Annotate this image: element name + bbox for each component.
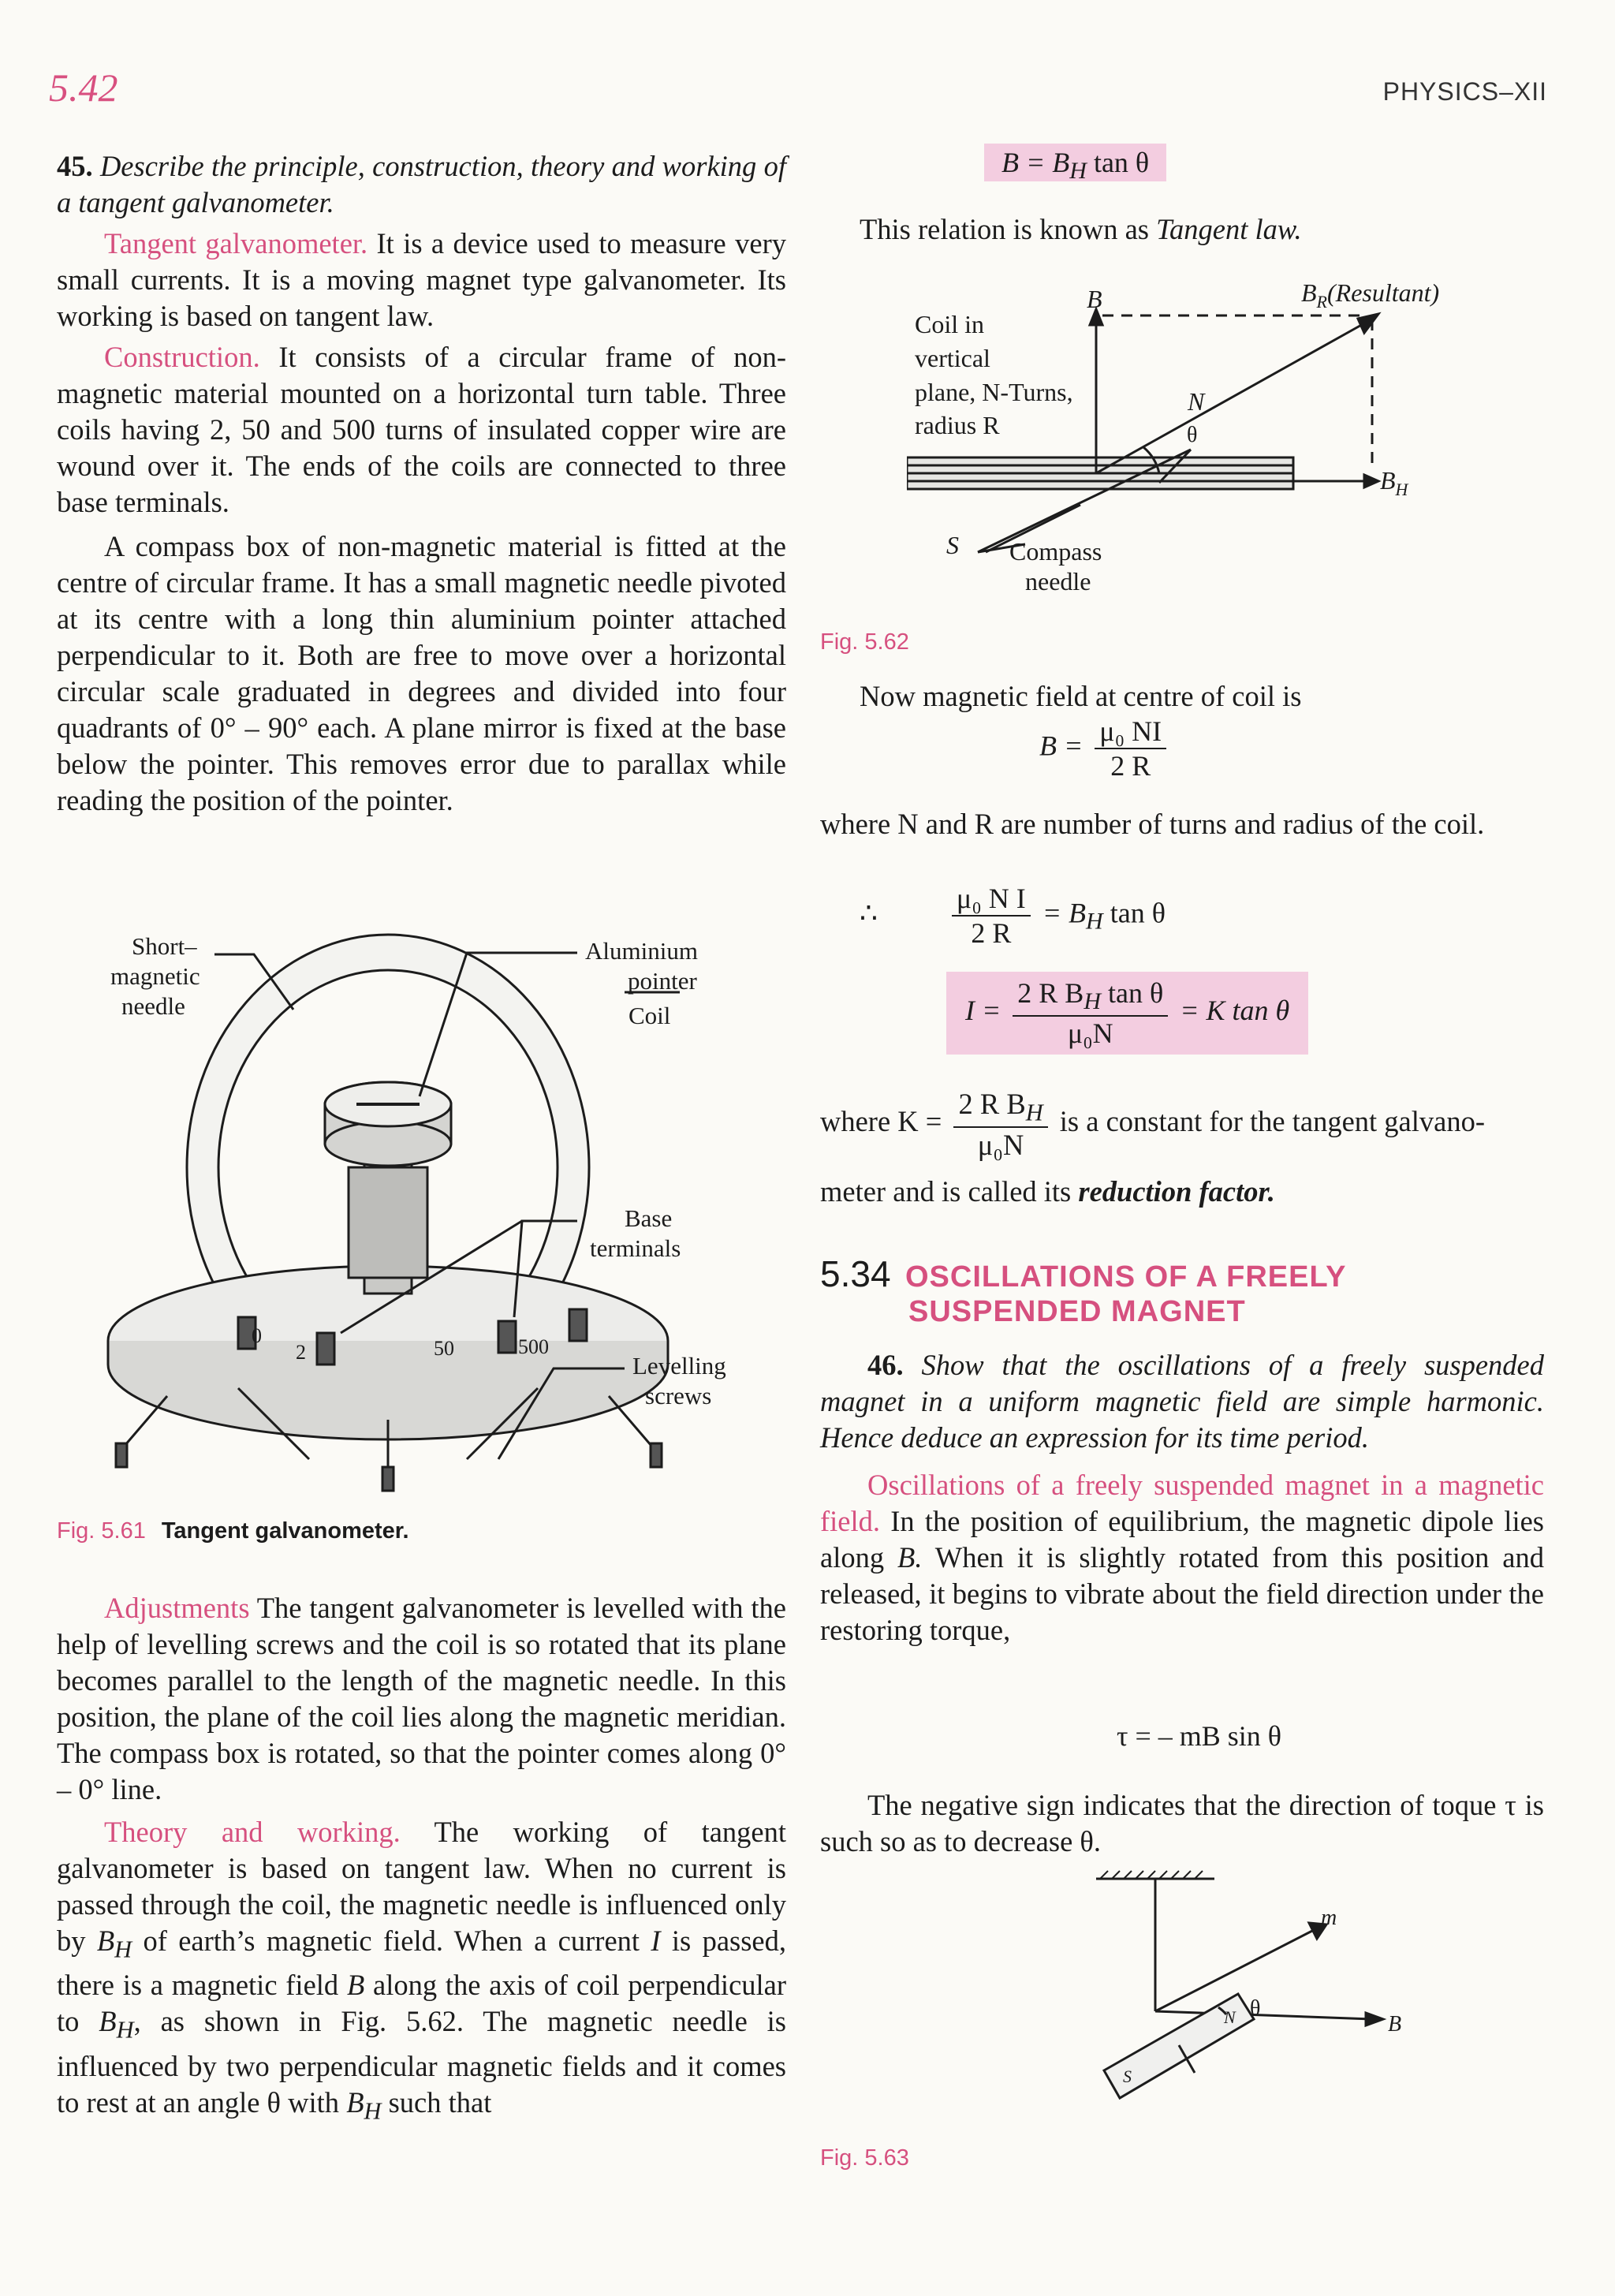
reduction-factor-line [820, 1087, 1544, 1162]
label-plane: plane, N-Turns, [915, 378, 1073, 406]
label-terminals: terminals [590, 1234, 681, 1262]
frac-den: 2 R [1110, 750, 1151, 782]
adjustments-paragraph [57, 1590, 786, 1808]
label-levelling: Levelling [632, 1352, 726, 1379]
paragraph-heading: Adjustments [104, 1592, 250, 1624]
question-number: 46. [867, 1349, 904, 1381]
section-title: SUSPENDED MAGNET [908, 1295, 1246, 1328]
text-span: The working of tangent galvanometer is based on tangent law. When no current is passed through the coil, the magnetic needle is influenced only by [57, 1816, 786, 1957]
label-b: B [1388, 2012, 1402, 2037]
fraction [1095, 715, 1166, 782]
paragraph-body: It is a device used to measure very small currents. It is a moving magnet type galvanometer. Its working is based on tangent law. [57, 227, 786, 332]
frac-num: μ₀ N I [952, 882, 1031, 917]
theory-paragraph: Theory and working. The working of tangent galvanometer is based on tangent law. When no current is passed through the coil, the magnetic needle is influenced only by $B_H$ of earth’s magnetic field. When a current I is passed, there is a magnetic field B along the axis of coil perpendicular to $B_H$, as shown in Fig. 5.62. The magnetic needle is influenced by two perpendicular magnetic fields and it comes to rest at an angle θ with $B_H$ such that [57, 1816, 787, 2124]
label-theta: θ [1250, 1996, 1261, 2021]
equation-torque: τ = – mB sin θ [1117, 1720, 1282, 1752]
label-needle: needle [1025, 567, 1091, 595]
label-s: S [1123, 2066, 1132, 2086]
var-i: I [651, 1925, 661, 1957]
equation-therefore: ∴ $\frac{\text{μ₀ N I}}{2 R}$ = $B_H$ tan θ [860, 883, 1166, 949]
frac-den: μ₀N [977, 1129, 1024, 1162]
paragraph-body: It consists of a circular frame of non-magnetic material mounted on a horizontal turn table. Three coils having 2, 50 and 500 turns of insulated copper wire are wound over it. The ends of the coils are connected to three base terminals. [57, 341, 786, 518]
eq-text: B = [1039, 730, 1084, 762]
label-resultant: (Resultant) [1327, 278, 1440, 307]
label-bh: $B_H$ [1380, 466, 1408, 499]
tangent-law-term: Tangent law. [1156, 213, 1302, 245]
equation-field [1039, 715, 1171, 782]
eq-text: tan θ [1107, 977, 1164, 1009]
reduction-term: reduction factor. [1078, 1175, 1275, 1208]
label-bh-text: B [1380, 466, 1396, 495]
label-needle: needle [121, 992, 185, 1020]
label-aluminium: Aluminium [585, 937, 698, 965]
label-screws: screws [645, 1382, 712, 1409]
compass-paragraph: A compass box of non-magnetic material is fitted at the centre of circular frame. It has a small magnetic needle pivoted at its centre with a long thin aluminium pointer attached perpendicular to it. Both are free to move over a horizontal circular scale graduated in degrees and divided into four quadrants of 0° – 90° each. A plane mirror is fixed at the base below the pointer. This removes error due to parallax while reading the position of the pointer. [57, 530, 786, 816]
label-t2: 2 [296, 1341, 306, 1364]
label-radius: radius R [915, 411, 1000, 439]
frac-den: μ₀N [1067, 1017, 1113, 1050]
fraction [952, 882, 1031, 950]
eq-text: I = [965, 994, 1001, 1026]
var-bh: B [346, 2085, 364, 2119]
tangent-law-line [860, 211, 1538, 248]
left-column-lower [57, 1590, 786, 2134]
label-br-text: B [1301, 278, 1317, 307]
question-text: Describe the principle, construction, theory and working of a tangent galvanometer. [57, 150, 787, 218]
label-coil-in: Coil in [915, 310, 985, 338]
negative-sign-paragraph: The negative sign indicates that the direction of toque τ is such so as to decrease θ. [820, 1789, 1544, 1857]
label-n: N [1224, 2007, 1236, 2027]
text-span: where K = [820, 1105, 942, 1138]
book-title: PHYSICS–XII [1382, 77, 1547, 106]
var-bh: B [96, 1925, 115, 1957]
paragraph-heading: Construction. [104, 341, 260, 373]
eq-text: tan θ [1110, 897, 1166, 929]
figure-5-61-caption [57, 1518, 409, 1544]
var-bh: B [99, 2005, 117, 2038]
label-t50: 50 [434, 1337, 454, 1360]
label-t500: 500 [518, 1335, 549, 1358]
figure-5-61 [57, 907, 766, 1506]
label-vertical: vertical [915, 344, 990, 372]
left-column [57, 148, 786, 823]
section-heading [820, 1253, 1347, 1329]
label-s: S [946, 531, 959, 559]
question-45 [57, 148, 786, 221]
label-theta: θ [1187, 423, 1198, 447]
label-magnetic: magnetic [110, 962, 200, 990]
label-t0: 0 [252, 1324, 262, 1347]
figure-number: Fig. 5.61 [57, 1518, 146, 1544]
label-n: N [1188, 387, 1205, 416]
text-span: In the position of equilibrium, the magnetic dipole lies along [820, 1505, 1544, 1574]
text-span: When it is slightly rotated from this position and released, it begins to vibrate about the field direction under the restoring torque, [820, 1541, 1545, 1646]
paragraph-heading: Theory and working. [104, 1816, 401, 1848]
frac-num: 2 R $B_H$ tan θ [1013, 976, 1168, 1017]
fraction [1013, 976, 1168, 1050]
equation-tangent-law: $B = B_H$ tan θ [984, 146, 1166, 185]
eq-text: tan θ [1093, 147, 1150, 178]
label-base: Base [625, 1204, 673, 1232]
var-b: B [346, 1969, 365, 2002]
paragraph-body: The tangent galvanometer is levelled with the help of levelling screws and the coil is so rotated that its plane becomes parallel to the length of the magnetic needle. In this position, the plane of the coil lies along the magnetic meridian. The compass box is rotated, so that the pointer comes along 0° – 0° line. [57, 1592, 786, 1805]
oscillation-paragraph [820, 1467, 1544, 1648]
figure-5-62 [907, 276, 1506, 607]
label-m: m [1321, 1906, 1337, 1930]
text-span: meter and is called its [820, 1175, 1072, 1208]
tangent-galvanometer-paragraph [57, 226, 786, 334]
label-compass: Compass [1009, 537, 1102, 566]
reduction-factor-term-line [820, 1174, 1544, 1210]
figure-5-63 [1057, 1869, 1419, 2130]
where-n-r-line: where N and R are number of turns and radius of the coil. [820, 808, 1485, 840]
frac-num: μ₀ NI [1095, 715, 1166, 749]
question-46 [820, 1347, 1544, 1456]
section-number: 5.34 [820, 1253, 891, 1294]
frac-num: 2 R $B_H$ [953, 1087, 1047, 1128]
page-number: 5.42 [49, 65, 118, 110]
text-span: is passed, there is a magnetic field [57, 1925, 787, 2002]
equation-current [946, 972, 1308, 1055]
question-text: Show that the oscillations of a freely suspended magnet in a uniform magnetic field are simple harmonic. Hence deduce an expression for its time period. [820, 1349, 1545, 1454]
eq-text: = K tan θ [1180, 994, 1290, 1026]
section-title: OSCILLATIONS OF A FREELY [904, 1260, 1347, 1294]
label-br: $B_R(Resultant)$ [1301, 278, 1440, 312]
label-pointer: pointer [628, 967, 697, 995]
fraction [953, 1087, 1047, 1162]
eq-text: 2 R B [1017, 977, 1084, 1009]
frac-den: 2 R [971, 917, 1012, 949]
text-span: along the axis of coil perpendicular to [57, 1969, 787, 2038]
eq-text: B = B [1001, 147, 1070, 178]
label-short: Short– [132, 932, 197, 960]
text-span: This relation is known as [860, 213, 1149, 245]
paragraph-heading: Tangent galvanometer. [104, 227, 368, 259]
figure-5-63-caption: Fig. 5.63 [820, 2145, 909, 2171]
text-span: of earth’s magnetic field. When a current [143, 1925, 640, 1957]
text-span: , as shown in Fig. 5.62. The magnetic needle is influenced by two perpendicular magnetic fields and it comes to rest at an angle θ with [57, 2005, 787, 2119]
therefore-sign: ∴ [860, 897, 878, 929]
label-coil: Coil [628, 1002, 671, 1029]
figure-5-62-caption: Fig. 5.62 [820, 629, 909, 655]
right-column-lower [820, 1347, 1544, 1653]
text-span: is a constant for the tangent galvano- [1059, 1105, 1485, 1138]
construction-paragraph [57, 339, 786, 521]
field-centre-line: Now magnetic field at centre of coil is [860, 680, 1302, 712]
label-b: B [1087, 285, 1102, 313]
eq-text: = B [1042, 897, 1087, 929]
figure-title: Tangent galvanometer. [161, 1518, 409, 1544]
var-b: B. [897, 1541, 923, 1574]
paragraph-heading: Oscillations of a freely suspended magnet in a magnetic field. [820, 1469, 1544, 1537]
text-span: such that [388, 2085, 492, 2119]
question-number: 45. [57, 150, 93, 182]
eq-text: 2 R B [958, 1088, 1026, 1120]
